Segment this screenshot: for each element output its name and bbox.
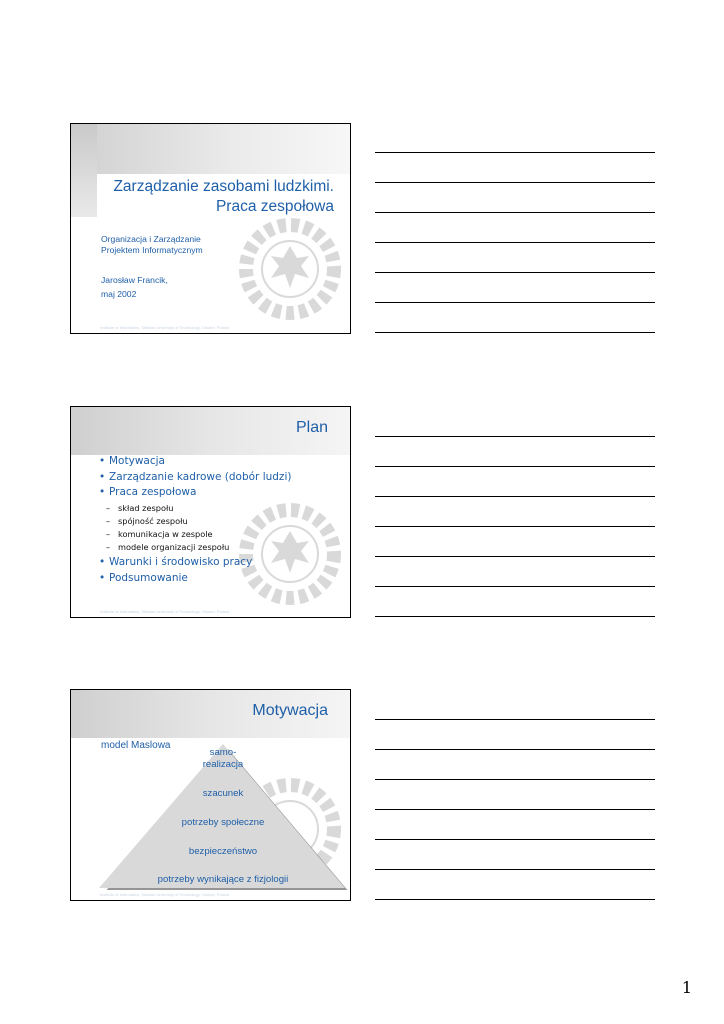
presentation-date: maj 2002 xyxy=(101,288,137,299)
note-line xyxy=(375,496,655,497)
slide-title-text: Motywacja xyxy=(252,702,328,719)
pyramid-level-self-actualization xyxy=(97,747,349,771)
note-line xyxy=(375,152,655,153)
agenda-list xyxy=(98,454,338,586)
slide-gradient-left xyxy=(71,124,97,217)
model-label: model Maslowa xyxy=(101,740,171,751)
author-name: Jarosław Francik, xyxy=(101,275,168,285)
title-line-1: Zarządzanie zasobami ludzkimi. xyxy=(113,178,334,195)
slide-footer: Institute of Informatics, Silesian University of Technology, Gliwice, Poland xyxy=(100,892,230,897)
slide-footer: Institute of Informatics, Silesian University of Technology, Gliwice, Poland xyxy=(100,325,230,330)
note-line xyxy=(375,809,655,810)
note-line xyxy=(375,466,655,467)
slide-title-text xyxy=(113,177,334,217)
slide-gradient-top xyxy=(97,124,350,174)
note-line xyxy=(375,869,655,870)
slide-motivation xyxy=(70,689,351,901)
note-line xyxy=(375,749,655,750)
university-seal-icon xyxy=(231,210,349,328)
title-line-2: Praca zespołowa xyxy=(215,198,334,215)
note-line xyxy=(375,899,655,900)
slide-plan xyxy=(70,406,351,618)
pyramid-level-esteem: szacunek xyxy=(202,788,244,799)
author-block xyxy=(101,274,168,301)
note-line xyxy=(375,242,655,243)
note-line xyxy=(375,616,655,617)
note-line xyxy=(375,212,655,213)
pyramid-level-physiological: potrzeby wynikające z fizjologii xyxy=(157,874,289,885)
note-line xyxy=(375,332,655,333)
agenda-item: • Praca zespołowa xyxy=(98,485,338,501)
pyramid-level-social: potrzeby społeczne xyxy=(181,817,265,828)
page-number: 1 xyxy=(681,978,692,997)
course-name xyxy=(101,234,203,256)
slide-footer: Institute of Informatics, Silesian University of Technology, Gliwice, Poland xyxy=(100,609,230,614)
pyramid-level-safety: bezpieczeństwo xyxy=(188,846,258,857)
note-line xyxy=(375,526,655,527)
agenda-subitem: – modele organizacji zespołu xyxy=(98,541,338,554)
agenda-subitem: – komunikacja w zespole xyxy=(98,528,338,541)
note-line xyxy=(375,272,655,273)
agenda-subitem: – spójność zespołu xyxy=(98,515,338,528)
pyramid-labels xyxy=(97,742,349,890)
note-line xyxy=(375,182,655,183)
note-line xyxy=(375,779,655,780)
agenda-item: • Motywacja xyxy=(98,454,338,470)
note-line xyxy=(375,719,655,720)
course-line-1: Organizacja i Zarządzanie xyxy=(101,234,201,244)
pyramid-label-line: samo- xyxy=(209,747,237,758)
note-line xyxy=(375,586,655,587)
note-line xyxy=(375,302,655,303)
agenda-item: • Warunki i środowisko pracy xyxy=(98,555,338,571)
note-line xyxy=(375,556,655,557)
agenda-subitem: – skład zespołu xyxy=(98,502,338,515)
slide-title-text: Plan xyxy=(295,419,328,436)
agenda-item: • Zarządzanie kadrowe (dobór ludzi) xyxy=(98,470,338,486)
agenda-item: • Podsumowanie xyxy=(98,571,338,587)
slide-title xyxy=(70,123,351,334)
note-line xyxy=(375,839,655,840)
note-line xyxy=(375,436,655,437)
pyramid-label-line: realizacja xyxy=(202,759,244,770)
course-line-2: Projektem Informatycznym xyxy=(101,245,203,255)
